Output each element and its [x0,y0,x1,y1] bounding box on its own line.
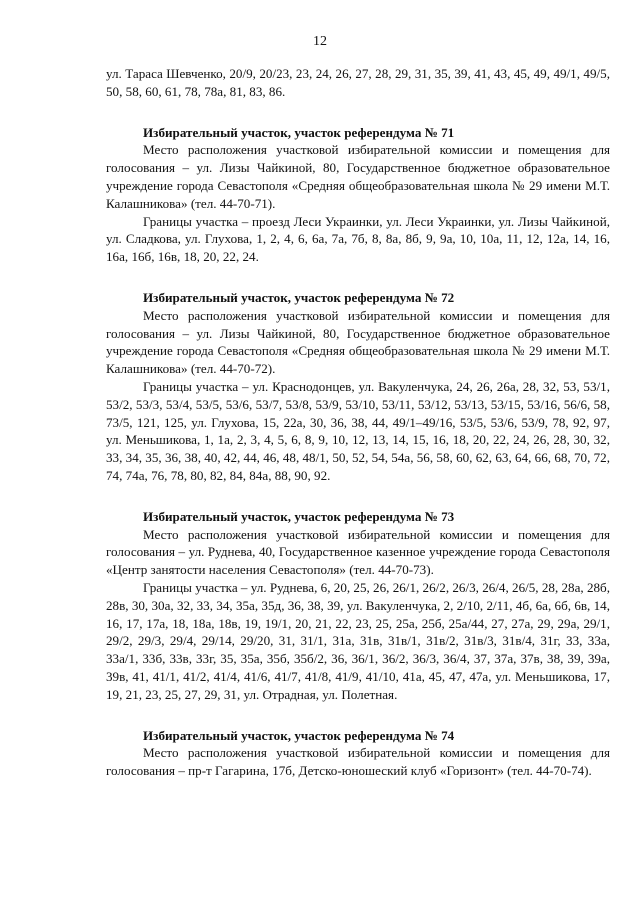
location-paragraph: Место расположения участковой избирательной комиссии и помещения для голосования – ул. Лизы Чайкиной, 80, Государственное бюджетное образовательное учреждение города Севастополя «Средняя общеобразовательная школа № 29 имени М.Т. Калашникова» (тел. 44-70-72). [106,307,610,377]
borders-paragraph: Границы участка – ул. Краснодонцев, ул. Вакуленчука, 24, 26, 26а, 28, 32, 53, 53/1, 53/2, 53/3, 53/4, 53/5, 53/6, 53/7, 53/8, 53/9, 53/10, 53/11, 53/12, 53/13, 53/15, 53/16, 56/6, 58, 73/5, 121, 125, ул. Глухова, 15, 22а, 30, 36, 38, 44, 49/1–49/16, 53/5, 53/6, 53/9, 78, 92, 97, ул. Меньшикова, 1, 1а, 2, 3, 4, 5, 6, 8, 9, 10, 12, 13, 14, 15, 16, 18, 20, 22, 24, 26, 28, 30, 32, 33, 34, 35, 36, 38, 40, 42, 44, 46, 48, 48/1, 50, 52, 54, 54а, 56, 58, 60, 62, 63, 64, 66, 68, 70, 72, 74, 74а, 76, 78, 80, 82, 84, 84а, 88, 90, 92. [106,378,610,483]
borders-paragraph: Границы участка – проезд Леси Украинки, ул. Леси Украинки, ул. Лизы Чайкиной, ул. Сладкова, ул. Глухова, 1, 2, 4, 6, 6а, 7а, 7б, 8, 8а, 8б, 9, 9а, 10, 10а, 11, 12, 12а, 14, 16, 16а, 16б, 16в, 18, 20, 22, 24. [106,213,610,265]
intro-streets-paragraph: ул. Тараса Шевченко, 20/9, 20/23, 23, 24, 26, 27, 28, 29, 31, 35, 39, 41, 43, 45, 49, 49/1, 49/5, 50, 58, 60, 61, 78, 78а, 81, 83, 86. [106,66,610,99]
section-heading: Избирательный участок, участок референдума № 71 [143,124,455,140]
section-precinct-73 [106,508,610,704]
section-precinct-74 [106,727,610,780]
location-paragraph: Место расположения участковой избирательной комиссии и помещения для голосования – ул. Руднева, 40, Государственное казенное учреждение города Севастополя «Центр занятости населения Севастополя» (тел. 44-70-73). [106,526,610,578]
location-paragraph: Место расположения участковой избирательной комиссии и помещения для голосования – пр-т Гагарина, 17б, Детско-юношеский клуб «Горизонт» (тел. 44-70-74). [106,745,610,779]
borders-paragraph: Границы участка – ул. Руднева, 6, 20, 25, 26, 26/1, 26/2, 26/3, 26/4, 26/5, 28, 28а, 28б, 28в, 30, 30а, 32, 33, 34, 35а, 35д, 36, 38, 39, ул. Вакуленчука, 2, 2/10, 2/11, 4б, 6а, 6б, 6в, 14, 16, 17, 17а, 18, 18а, 18в, 19, 19/1, 20, 21, 22, 23, 25, 25а, 25б, 25а/44, 27, 27а, 29, 29а, 29/1, 29/2, 29/3, 29/4, 29/14, 29/20, 31, 31/1, 31а, 31в, 31в/1, 31в/2, 31в/3, 31в/4, 31г, 33, 33а, 33а/1, 33б, 33в, 33г, 35, 35а, 35б, 35б/2, 36, 36/1, 36/2, 36/3, 36/4, 37, 37а, 37в, 38, 39, 39а, 39в, 41, 41/1, 41/2, 41/4, 41/6, 41/7, 41/8, 41/9, 41/10, 41а, 45, 47, 47а, ул. Меньшикова, 17, 19, 21, 23, 25, 27, 29, 31, ул. Отрадная, ул. Полетная. [106,579,610,702]
section-precinct-71 [106,124,610,266]
section-heading: Избирательный участок, участок референдума № 73 [143,508,455,524]
section-heading: Избирательный участок, участок референдума № 72 [143,289,455,305]
section-precinct-72 [106,289,610,485]
location-paragraph: Место расположения участковой избирательной комиссии и помещения для голосования – ул. Лизы Чайкиной, 80, Государственное бюджетное образовательное учреждение города Севастополя «Средняя общеобразовательная школа № 29 имени М.Т. Калашникова» (тел. 44-70-71). [106,142,610,211]
page-number: 12 [313,34,327,49]
document-body [106,65,610,780]
section-heading: Избирательный участок, участок референдума № 74 [143,727,455,743]
